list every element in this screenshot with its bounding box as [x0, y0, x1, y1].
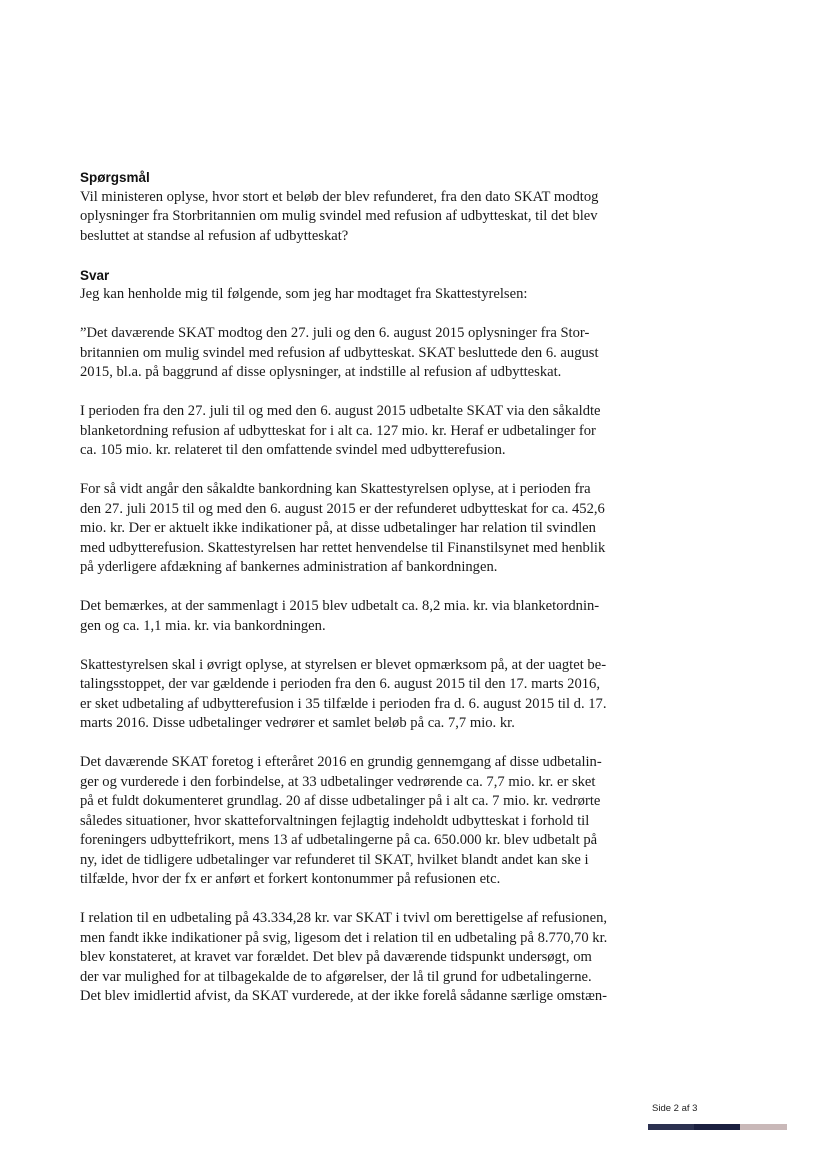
paragraph-line: 2015, bl.a. på baggrund af disse oplysninger, at indstille al refusion af udbytteskat. [80, 364, 562, 380]
paragraph-line: således situationer, hvor skatteforvaltningen fejlagtig indeholdt udbytteskat i forhold til [80, 812, 590, 829]
paragraph-line: ca. 105 mio. kr. relateret til den omfattende svindel med udbytterefusion. [80, 442, 506, 458]
answer-paragraph-4 [80, 597, 620, 636]
answer-paragraph-5 [80, 656, 620, 734]
paragraph-line: på et fuldt dokumenteret grundlag. 20 af disse udbetalinger på i alt ca. 7 mio. kr. vedrørte [80, 793, 601, 809]
question-text [80, 188, 620, 247]
paragraph-line: Det daværende SKAT foretog i efteråret 2016 en grundig gennemgang af disse udbetalin- [80, 754, 602, 770]
footer-bar-segment-1 [648, 1124, 694, 1130]
page-number: Side 2 af 3 [652, 1103, 698, 1114]
paragraph-line: gen og ca. 1,1 mia. kr. via bankordningen. [80, 617, 326, 634]
paragraph-line: blanketordning refusion af udbytteskat for i alt ca. 127 mio. kr. Heraf er udbetalinger for [80, 422, 596, 439]
paragraph-line: blev konstateret, at kravet var forældet. Det blev på daværende tidspunkt undersøgt, om [80, 949, 592, 965]
paragraph-line: britannien om mulig svindel med refusion af udbytteskat. SKAT besluttede den 6. august [80, 344, 599, 361]
document-body [80, 168, 620, 1007]
paragraph-line: men fandt ikke indikationer på svig, ligesom det i relation til en udbetaling på 8.770,70 kr. [80, 929, 608, 946]
answer-paragraph-7 [80, 909, 620, 1007]
footer-bar-segment-3 [740, 1124, 787, 1130]
paragraph-line: Skattestyrelsen skal i øvrigt oplyse, at styrelsen er blevet opmærksom på, at der uagtet be- [80, 656, 607, 673]
answer-intro [80, 285, 620, 305]
paragraph-line: ger og vurderede i den forbindelse, at 33 udbetalinger vedrørende ca. 7,7 mio. kr. er sket [80, 773, 596, 790]
paragraph-line: ”Det daværende SKAT modtog den 27. juli og den 6. august 2015 oplysninger fra Stor- [80, 325, 590, 341]
paragraph-line: Det blev imidlertid afvist, da SKAT vurderede, at der ikke forelå sådanne særlige omstæn- [80, 988, 607, 1004]
answer-paragraph-1 [80, 324, 620, 383]
paragraph-line: marts 2016. Disse udbetalinger vedrører et samlet beløb på ca. 7,7 mio. kr. [80, 715, 515, 731]
question-line: besluttet at standse al refusion af udbytteskat? [80, 227, 349, 244]
question-line: Vil ministeren oplyse, hvor stort et beløb der blev refunderet, fra den dato SKAT modtog [80, 188, 599, 205]
answer-paragraph-3 [80, 480, 620, 578]
answer-heading: Svar [80, 267, 110, 283]
paragraph-line: er sket udbetaling af udbytterefusion i 35 tilfælde i perioden fra d. 6. august 2015 til d. 17. [80, 695, 607, 712]
paragraph-line: Det bemærkes, at der sammenlagt i 2015 blev udbetalt ca. 8,2 mia. kr. via blanketordnin- [80, 598, 600, 614]
paragraph-line: I perioden fra den 27. juli til og med den 6. august 2015 udbetalte SKAT via den såkaldte [80, 403, 601, 419]
paragraph-line: tilfælde, hvor der fx er anført et forkert kontonummer på refusionen etc. [80, 871, 501, 887]
question-heading: Spørgsmål [80, 170, 150, 185]
paragraph-line: I relation til en udbetaling på 43.334,28 kr. var SKAT i tvivl om berettigelse af refusionen, [80, 910, 608, 926]
paragraph-line: talingsstoppet, der var gældende i perioden fra den 6. august 2015 til den 17. marts 2016, [80, 676, 600, 692]
question-line: oplysninger fra Storbritannien om mulig svindel med refusion af udbytteskat, til det blev [80, 208, 598, 224]
paragraph-line: den 27. juli 2015 til og med den 6. august 2015 er der refunderet udbytteskat for ca. 452,6 [80, 500, 605, 517]
footer-bar-segment-2 [694, 1124, 740, 1130]
paragraph-line: med udbytterefusion. Skattestyrelsen har rettet henvendelse til Finanstilsynet med henblik [80, 539, 606, 556]
answer-paragraph-6 [80, 753, 620, 890]
paragraph-line: mio. kr. Der er aktuelt ikke indikationer på, at disse udbetalinger har relation til svindlen [80, 520, 596, 536]
paragraph-line: ny, idet de tidligere udbetalinger var refunderet til SKAT, hvilket blandt andet kan ske i [80, 851, 589, 868]
paragraph-line: der var mulighed for at tilbagekalde de to afgørelser, der lå til grund for udbetalingerne. [80, 968, 592, 985]
paragraph-line: foreningers udbyttefrikort, mens 13 af udbetalingerne på ca. 650.000 kr. blev udbetalt på [80, 832, 598, 848]
answer-paragraph-2 [80, 402, 620, 461]
paragraph-line: For så vidt angår den såkaldte bankordning kan Skattestyrelsen oplyse, at i perioden fra [80, 481, 591, 497]
paragraph-line: på yderligere afdækning af bankernes administration af bankordningen. [80, 559, 498, 575]
answer-intro-line: Jeg kan henholde mig til følgende, som jeg har modtaget fra Skattestyrelsen: [80, 286, 528, 302]
